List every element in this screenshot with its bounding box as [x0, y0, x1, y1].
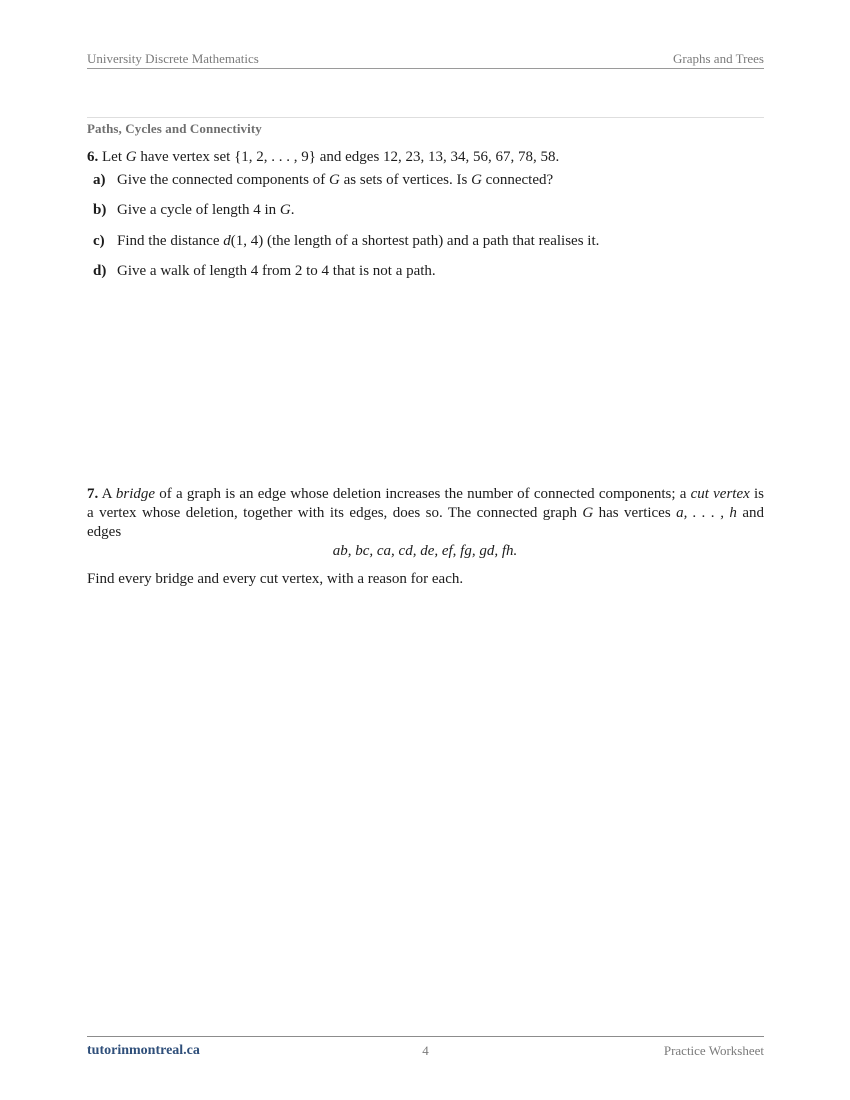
- math-symbol: G: [471, 172, 482, 188]
- term-bridge: bridge: [115, 486, 156, 502]
- problem-6-edges: and edges 12, 23, 13, 34, 56, 67, 78, 58.: [315, 149, 560, 165]
- part-text: (the length of a shortest path) and a path that realises it.: [263, 233, 600, 249]
- part-label: b): [93, 202, 107, 218]
- part-label: d): [93, 263, 107, 279]
- problem-6-stem: [87, 148, 767, 167]
- part-text: Give a cycle of length 4 in: [117, 202, 280, 218]
- problem-7-text: A: [98, 486, 116, 502]
- problem-7-text: of a graph is an edge whose deletion increases the number of connected components; a: [155, 486, 691, 502]
- section-title: Paths, Cycles and Connectivity: [87, 121, 262, 136]
- part-text: Give the connected components of: [117, 172, 330, 188]
- problem-7-stem: [87, 485, 764, 542]
- math-symbol: G: [279, 202, 291, 218]
- section-divider: [87, 117, 764, 118]
- vertex-range: a, . . . , h: [676, 505, 737, 521]
- problem-7-question: Find every bridge and every cut vertex, with a reason for each.: [87, 571, 464, 587]
- problem-6-part-d: [93, 262, 763, 281]
- part-label: a): [93, 172, 106, 188]
- problem-6-text-1: Let: [102, 149, 126, 165]
- math-args: (1, 4): [230, 233, 264, 249]
- problem-6-part-b: [93, 201, 763, 220]
- math-symbol: d: [223, 233, 231, 249]
- problem-7-text: and edges: [87, 505, 764, 540]
- part-text: Give a walk of length 4 from 2 to 4 that is not a path.: [117, 263, 436, 279]
- part-text: as sets of vertices. Is: [339, 172, 472, 188]
- problem-7-edge-list: [0, 542, 850, 561]
- problem-6-vertex-set: {1, 2, . . . , 9}: [234, 149, 316, 165]
- problem-6-part-a: [93, 171, 763, 190]
- brand-link[interactable]: tutorinmontreal.ca: [87, 1043, 200, 1058]
- problem-6-part-c: [93, 232, 763, 251]
- part-text: connected?: [481, 172, 554, 188]
- running-header: [87, 50, 764, 69]
- problem-6-graph-symbol: G: [125, 149, 137, 165]
- chapter-title: Graphs and Trees: [673, 51, 764, 66]
- problem-7-number: 7.: [87, 486, 99, 502]
- problem-6-number: 6.: [87, 149, 99, 165]
- part-text: Find the distance: [117, 233, 224, 249]
- running-footer: [87, 1036, 764, 1061]
- edge-list: ab, bc, ca, cd, de, ef, fg, gd, fh.: [332, 543, 518, 559]
- problem-7-text: has vertices: [593, 505, 677, 521]
- part-text: .: [290, 202, 295, 218]
- problem-6-text-2: have vertex set: [136, 149, 235, 165]
- term-cut-vertex: cut vertex: [690, 486, 750, 502]
- math-symbol: G: [329, 172, 340, 188]
- page-number: 4: [422, 1043, 429, 1058]
- part-label: c): [93, 233, 105, 249]
- footer-label: Practice Worksheet: [663, 1043, 764, 1058]
- problem-7-text: is a vertex whose deletion, together with its edges, does so. The connected graph: [87, 486, 764, 521]
- math-symbol: G: [582, 505, 594, 521]
- course-title: University Discrete Mathematics: [87, 51, 259, 66]
